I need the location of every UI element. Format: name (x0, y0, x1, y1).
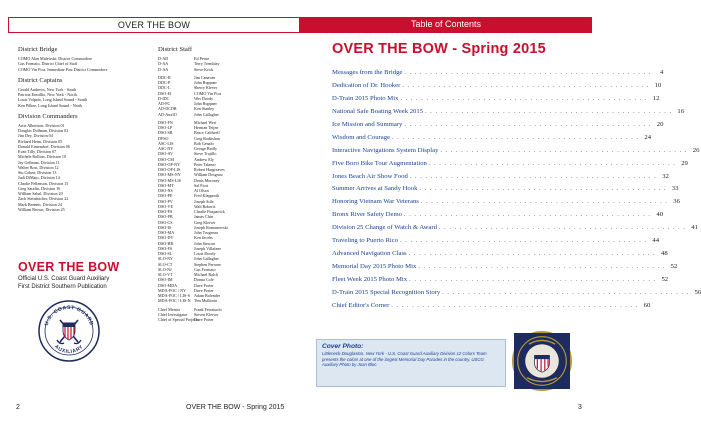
staff-office-code: DSO-AV (158, 151, 173, 157)
staff-member-name: Joseph Villafane (194, 245, 222, 251)
toc-entry-title: D-Train 2015 Special Recognition Story (332, 288, 441, 296)
staff-member-name: Ken Stanley (194, 106, 215, 112)
toc-leader-dots: . . . . . . . . . . . . . . . . . . . . . . . . . . . . . . . . . . . . . . . . . . . . . . . . (419, 186, 667, 193)
staff-member-name: Sherry Klever (194, 85, 218, 91)
staff-office-code: DSO-PA (158, 209, 173, 214)
staff-member-name: Peter Talamo (194, 161, 216, 167)
staff-office-code: D-AD (158, 56, 169, 61)
list-item: Walter Rost, Division 12 (18, 164, 59, 170)
toc-leader-dots: . . . . . . . . . . . . . . . . . . . . . . . . . . . . . . . . . . . . . . . . . . . . . . . . (418, 264, 666, 271)
cover-photo-emblem-icon (512, 331, 572, 391)
staff-row (158, 317, 298, 322)
toc-entry[interactable] (332, 120, 664, 134)
list-item: William Sabal, Division 20 (18, 191, 63, 196)
staff-office-code: ASC-NY (158, 146, 174, 151)
toc-leader-dots: . . . . . . . . . . . . . . . . . . . . . . . . . . . . . . . . . . . . . . . . . . . . . . . . (400, 95, 648, 102)
list-item: Michele Rollino, Division 10 (18, 154, 66, 160)
staff-member-name: Fred Klapproth (194, 193, 220, 199)
toc-entry-title: Traveling to Puerto Rico (332, 237, 399, 245)
staff-office-code: DSO-CS (158, 219, 173, 225)
list-item: Judi DiMaio, Division 14 (18, 175, 60, 181)
list-item: Charlie Fellenson, Division 15 (18, 180, 69, 186)
publication-subtitle-official: Official U.S. Coast Guard Auxiliary (18, 276, 110, 282)
district-staff-column (158, 46, 298, 322)
staff-office-code: DSO-OP-NY (158, 161, 181, 167)
toc-entry[interactable] (332, 133, 652, 147)
toc-leader-dots: . . . . . . . . . . . . . . . . . . . . . . . . . . . . . . . . . . . . . . . . . . . . . . . . (404, 212, 652, 219)
staff-office-code: DSO-SR (158, 130, 173, 136)
toc-entry-page: 10 (654, 81, 662, 89)
coast-guard-auxiliary-seal-icon (38, 300, 100, 362)
toc-entry-page: 44 (652, 237, 660, 245)
list-item: COMO Alan Malewski, District Commodore (18, 56, 93, 61)
toc-entry-page: 36 (673, 198, 680, 206)
district-captains-title: District Captains (18, 76, 63, 84)
toc-entry-page: 26 (692, 146, 700, 154)
staff-member-name: Denis Moroney (194, 177, 220, 183)
staff-row (158, 112, 298, 117)
list-item: Douglas Dollman, Division 02 (18, 128, 69, 133)
staff-office-code: Chief Investigator (158, 311, 188, 317)
staff-member-name: Stephen Ferrone (194, 261, 221, 267)
staff-row (158, 298, 298, 303)
toc-entry[interactable] (332, 69, 664, 82)
toc-entry-page: 20 (656, 120, 664, 128)
staff-office-code: DSO-FS (158, 245, 173, 251)
staff-office-code: Chief Mentor (158, 306, 181, 312)
staff-member-name: John Gallagher (194, 256, 219, 262)
cover-photo-heading: Cover Photo: (322, 343, 364, 350)
toc-entry-page: 33 (671, 185, 679, 193)
district-staff-title: District Staff (158, 46, 193, 53)
list-item: Mark Bennett, Division 24 (18, 201, 62, 207)
toc-entry-title: Chief Editor's Corner (332, 301, 390, 309)
toc-entry-page: 32 (662, 172, 669, 180)
toc-entry-page: 40 (656, 211, 664, 219)
toc-entry-title: Five Boro Bike Tour Augmentation (332, 159, 427, 167)
list-item: Richard Heim, Division 05 (18, 138, 63, 144)
staff-member-name: COMO Vin Pica (194, 90, 222, 96)
staff-office-code: DSO-MDA (158, 282, 178, 288)
staff-member-name: Frank Ferraiuolo (194, 306, 222, 312)
toc-entry-title: Division 25 Change of Watch & Award (332, 224, 437, 232)
staff-member-name: Dave Porter (194, 317, 214, 322)
staff-member-name: Bob Genalo (194, 140, 214, 146)
toc-entry[interactable] (332, 276, 669, 289)
staff-office-code: DFSO (158, 135, 169, 141)
svg-text:AUXILIARY: AUXILIARY (53, 343, 85, 356)
staff-member-name: Greg Kleiver (194, 219, 216, 225)
staff-member-name: Herman Teijen (194, 125, 219, 130)
left-header-title: OVER THE BOW (117, 20, 191, 30)
toc-entry-title: Memorial Day 2015 Photo Mix (332, 263, 417, 271)
staff-member-name: Ken Jacobs (194, 235, 213, 241)
left-page-number: 2 (16, 404, 20, 411)
toc-entry-title: Advanced Navigation Class (332, 250, 407, 258)
toc-leader-dots: . . . . . . . . . . . . . . . . . . . . . . . . . . . . . . . . . . . . . . . . . . . . . . . . (404, 121, 652, 128)
toc-entry-title: Jones Beach Air Show Food (332, 172, 408, 180)
leadership-column (18, 46, 158, 212)
staff-member-name: Ed Petrie (194, 56, 210, 61)
toc-entry[interactable] (332, 237, 660, 250)
staff-office-code: DSO-DV (158, 235, 174, 241)
staff-member-name: Dave Porter (194, 287, 214, 293)
toc-entry-title: Bronx River Safety Demo (332, 211, 403, 219)
staff-office-code: DSO-SL (158, 251, 173, 256)
staff-office-code: D-IDC (158, 95, 170, 101)
staff-office-code: ASC-LIS (158, 140, 174, 146)
staff-member-name: Louis Doody (194, 251, 216, 256)
toc-entry-title: Honoring Vietnam War Veterans (332, 198, 419, 206)
list-item: Gerald Andrews, New York - South (18, 86, 77, 92)
staff-office-code: AD-AuxIO (158, 111, 177, 117)
toc-entry[interactable] (332, 107, 685, 121)
toc-leader-dots: . . . . . . . . . . . . . . . . . . . . . . . . . . . . . . . . . . . . . . . . . . . . . . . . (404, 70, 652, 76)
list-item: Greg Sarafin, Division 16 (18, 185, 61, 191)
staff-office-code: MDA-FOC / LIS-N (158, 298, 191, 304)
staff-office-code: DSO-LP (158, 125, 173, 130)
staff-office-code: Chief of Special Projects (158, 317, 199, 322)
toc-entry-title: Wisdom and Courage (332, 133, 391, 141)
list-item: Zach Steinbricher, Division 22 (18, 196, 69, 202)
cover-photo-text: Littleneck-Douglaston, New York - U.S. Coast Guard Auxiliary Division 12 Colors Team presents the colors at one of the largest Memorial Day Parades in the country. USCG Auxiliary Photo by Joan Bloc. (322, 351, 487, 368)
staff-office-code: D-AA (158, 66, 169, 72)
staff-office-code: DSO-IM (158, 277, 173, 283)
division-commanders-title: Division Commanders (18, 112, 78, 120)
toc-leader-dots: . . . . . . . . . . . . . . . . . . . . . . . . . . . . . . . . . . . . . . . . . . . . . . . . (438, 225, 686, 232)
staff-member-name: Gus Formato (194, 266, 216, 272)
staff-member-name: Steve Trujillo (194, 151, 217, 157)
toc-leader-dots: . . . . . . . . . . . . . . . . . . . . . . . . . . . . . . . . . . . . . . . . . . . . . . . . (425, 108, 673, 115)
toc-leader-dots: . . . . . . . . . . . . . . . . . . . . . . . . . . . . . . . . . . . . . . . . . . . . . . . . (420, 199, 668, 206)
staff-member-name: Adam Bolender (194, 293, 221, 298)
staff-member-name: Donna Cole (194, 277, 214, 283)
staff-office-code: DDC-L (158, 85, 171, 91)
staff-member-name: George Reilly (194, 146, 218, 151)
toc-entry-title: Interactive Navigations System Display (332, 146, 439, 154)
toc-entry[interactable] (332, 159, 688, 173)
toc-entry[interactable] (332, 211, 664, 224)
staff-member-name: John Gallagher (194, 111, 219, 117)
staff-office-code: DDC-P (158, 80, 171, 85)
toc-entry-page: 56 (694, 288, 701, 296)
toc-leader-dots: . . . . . . . . . . . . . . . . . . . . . . . . . . . . . . . . . . . . . . . . . . . . . . . . (400, 238, 648, 245)
staff-office-code: DSO-IS (158, 224, 172, 230)
toc-leader-dots: . . . . . . . . . . . . . . . . . . . . . . . . . . . . . . . . . . . . . . . . . . . . . . . . (391, 302, 639, 309)
staff-member-name: Wes Doody (194, 95, 214, 101)
toc-entry-title: National Safe Boating Week 2015 (332, 107, 424, 115)
list-item: Ken Pilkee, Long Island Sound - North (18, 102, 83, 108)
toc-entry-page: 60 (643, 301, 651, 309)
list-item: Jim Dey, Division 04 (18, 133, 53, 139)
staff-office-code: SLO-VT (158, 272, 173, 277)
toc-leader-dots: . . . . . . . . . . . . . . . . . . . . . . . . . . . . . . . . . . . . . . . . . . . . . . . . (442, 289, 690, 296)
list-item: Gus Formato, District Chief of Staff (18, 61, 78, 67)
staff-member-name: Michael Wert (194, 119, 217, 125)
staff-office-code: DSO-EI (158, 90, 172, 96)
toc-entry[interactable] (332, 81, 662, 95)
toc-entry[interactable] (332, 172, 669, 186)
staff-office-code: DSO-OP-LIS (158, 167, 181, 172)
svg-text:U.S. COAST GUARD: U.S. COAST GUARD (43, 304, 95, 327)
staff-office-code: DSO-MT (158, 182, 174, 188)
staff-member-name: Andrew Ely (194, 156, 214, 162)
right-header-title: Table of Contents (410, 19, 482, 29)
district-captains-list (18, 87, 158, 108)
staff-office-code: SLO-NY (158, 256, 174, 262)
staff-member-name: Greg Roditshan (194, 135, 220, 141)
staff-member-name: Bruce Caldwell (194, 130, 220, 136)
staff-member-name: John Ruppner (194, 101, 217, 106)
toc-entry[interactable] (332, 146, 700, 160)
staff-office-code: DSO-PE (158, 193, 173, 199)
toc-entry[interactable] (332, 288, 701, 302)
staff-member-name: Steven Kleiver (194, 311, 219, 317)
staff-office-code: DDC-R (158, 74, 171, 80)
toc-entry-title: Ice Mission and Summary (332, 120, 403, 128)
staff-member-name: Michael Balch (194, 272, 218, 277)
staff-member-name: Sal Fiori (194, 182, 209, 188)
toc-entry-page: 16 (677, 107, 685, 115)
toc-entry-page: 41 (691, 224, 698, 232)
staff-office-code: D-AA (158, 61, 169, 67)
toc-entry-page: 12 (652, 94, 660, 102)
toc-entry[interactable] (332, 94, 660, 108)
list-item: Evan Tilly, Division 07 (18, 149, 57, 154)
publication-subtitle-district: First District Southern Publication (18, 284, 107, 290)
toc-entry-title: Messages from the Bridge (332, 69, 403, 76)
district-bridge-list (18, 56, 158, 72)
staff-member-name: Jim Canavan (194, 74, 216, 80)
staff-member-name: Dave Porter (194, 282, 214, 288)
toc-entry-page: 48 (660, 250, 668, 258)
staff-office-code: DSO-MA (158, 230, 175, 235)
staff-office-code: DSO-CM (158, 156, 174, 162)
toc-entry-page: 29 (681, 159, 688, 167)
list-item: William Brown, Division 25 (18, 206, 65, 212)
staff-office-code: DSO-MS-NY (158, 172, 181, 178)
staff-member-name: Steve Krick (194, 66, 214, 72)
table-of-contents-list (332, 69, 701, 315)
toc-entry-page: 24 (644, 133, 652, 141)
right-page-number: 3 (578, 404, 582, 411)
toc-page-title: OVER THE BOW - Spring 2015 (332, 41, 546, 57)
staff-member-name: Walt Roberts (194, 203, 216, 209)
staff-member-name: Robert Hargreaves (194, 167, 225, 172)
list-item: Stu Cohen, Division 13 (18, 170, 57, 175)
staff-office-code: SLO-NJ (158, 266, 172, 272)
staff-office-code: DSO-NS (158, 188, 173, 193)
staff-member-name: Al Olsen (194, 188, 209, 193)
staff-office-code: DSO-VE (158, 203, 174, 209)
staff-office-code: MDA-FOC / LIS-S (158, 293, 190, 298)
staff-member-name: William Desgraw (194, 172, 223, 178)
staff-member-name: Tim Mulhorin (194, 298, 218, 304)
district-bridge-title: District Bridge (18, 46, 58, 53)
toc-entry-page: 52 (661, 276, 669, 283)
toc-entry[interactable] (332, 224, 698, 237)
publication-title: OVER THE BOW (18, 260, 120, 274)
toc-entry-title: D-Train 2015 Photo Mix (332, 94, 399, 102)
toc-entry-title: Summer Arrives at Sandy Hook (332, 185, 418, 193)
toc-entry-page: 4 (660, 69, 664, 76)
toc-leader-dots: . . . . . . . . . . . . . . . . . . . . . . . . . . . . . . . . . . . . . . . . . . . . . . . . (428, 160, 676, 167)
division-commanders-list (18, 123, 158, 212)
staff-office-code: DSO-HR (158, 240, 174, 246)
staff-office-code: DSO-PV (158, 198, 173, 204)
staff-member-name: John Stewart (194, 240, 216, 246)
list-item: Artie Albertson, Division 01 (18, 122, 65, 128)
toc-entry-page: 52 (670, 263, 678, 271)
list-item: Jay Gellman, Division 11 (18, 159, 60, 165)
left-header-bar (8, 17, 300, 33)
staff-member-name: Terry Tremblay (194, 61, 220, 67)
staff-member-name: John Ruppner (194, 80, 217, 85)
toc-leader-dots: . . . . . . . . . . . . . . . . . . . . . . . . . . . . . . . . . . . . . . . . . . . . . . . . (440, 147, 688, 154)
staff-member-name: Charlie Fitzpatrick (194, 209, 225, 214)
staff-member-name: John Trugenzo (194, 230, 219, 235)
staff-row (158, 67, 298, 72)
staff-office-code: MDA-FOC / NY (158, 287, 186, 293)
toc-entry[interactable] (332, 301, 651, 315)
staff-office-code: SLO-CT (158, 261, 173, 267)
toc-entry[interactable] (332, 250, 668, 263)
right-header-bar (300, 17, 592, 33)
toc-leader-dots: . . . . . . . . . . . . . . . . . . . . . . . . . . . . . . . . . . . . . . . . . . . . . . . . (409, 277, 657, 283)
cover-photo-caption (316, 339, 506, 387)
staff-member-name: James Chin (194, 214, 213, 220)
list-item: Louis Volpato, Long Island Sound - South (18, 97, 88, 103)
toc-leader-dots: . . . . . . . . . . . . . . . . . . . . . . . . . . . . . . . . . . . . . . . . . . . . . . . . (408, 251, 656, 258)
toc-entry[interactable] (332, 198, 680, 211)
footer-publication-issue: OVER THE BOW - Spring 2015 (186, 404, 285, 411)
staff-office-code: AD-FC (158, 101, 171, 106)
toc-entry[interactable] (332, 185, 679, 198)
staff-office-code: AD-DCDR (158, 106, 177, 112)
toc-leader-dots: . . . . . . . . . . . . . . . . . . . . . . . . . . . . . . . . . . . . . . . . . . . . . . . . (392, 134, 640, 141)
toc-leader-dots: . . . . . . . . . . . . . . . . . . . . . . . . . . . . . . . . . . . . . . . . . . . . . . . . (409, 173, 657, 180)
staff-office-code: DSO-MS-LIS (158, 177, 181, 183)
list-item: Donald Eimendorf, Division 06 (18, 143, 70, 149)
staff-member-name: Joseph Romanowski (194, 224, 228, 230)
staff-member-name: Joseph Stile (194, 198, 214, 204)
district-staff-list (158, 56, 298, 322)
list-item: COMO Vin Pica, Immediate Past District Commodore (18, 66, 108, 72)
list-item: Patricia Ermillio, New York - North (18, 92, 77, 97)
staff-office-code: DSO-FN (158, 119, 173, 125)
staff-office-code: DSO-PB (158, 214, 173, 220)
toc-leader-dots: . . . . . . . . . . . . . . . . . . . . . . . . . . . . . . . . . . . . . . . . . . . . . . . . (402, 82, 650, 89)
toc-entry[interactable] (332, 263, 678, 276)
toc-entry-title: Fleet Week 2015 Photo Mix (332, 276, 408, 283)
toc-entry-title: Dedication of Dr. Hooker (332, 81, 401, 89)
